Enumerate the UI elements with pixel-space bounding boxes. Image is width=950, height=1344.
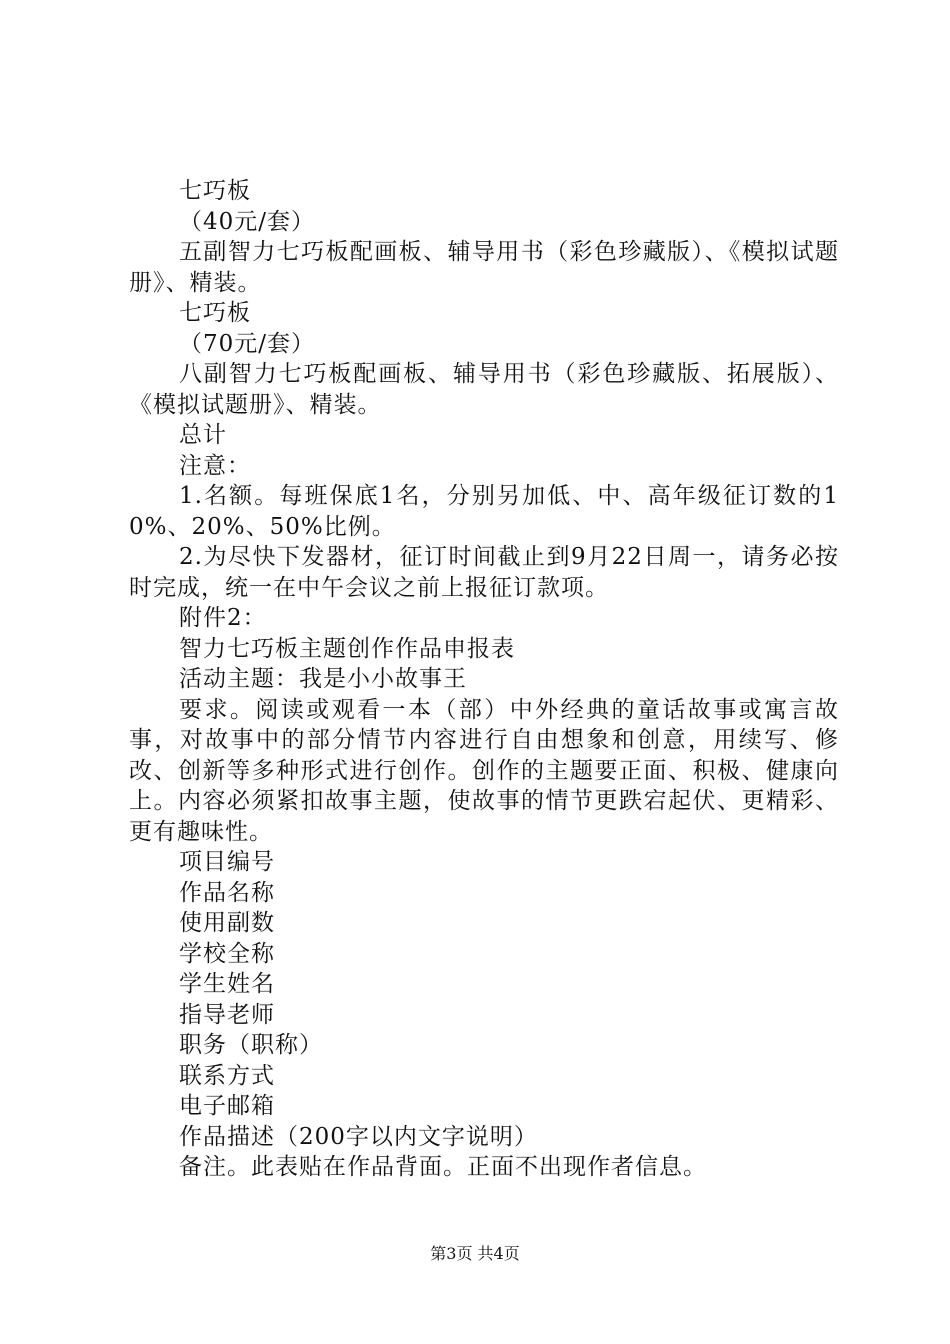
paragraph: 附件2： [179,605,267,631]
form-field-label: 作品描述（200字以内文字说明） [179,1123,538,1150]
form-field-label: 使用副数 [179,910,275,936]
paragraph: 注意： [179,452,251,479]
paragraph: 备注。此表贴在作品背面。正面不出现作者信息。 [179,1154,707,1180]
form-field-label: 职务（职称） [179,1032,323,1058]
document-body [129,176,839,1183]
form-field-label: 指导老师 [179,1001,275,1028]
paragraph: 智力七巧板主题创作作品申报表 [179,635,515,662]
paragraph: （70元/套） [179,330,316,357]
paragraph: 1.名额。每班保底1名，分别另加低、中、高年级征订数的10%、20%、50%比例。 [129,483,839,540]
paragraph: 七巧板 [179,178,251,204]
form-field-label: 学生姓名 [179,971,275,997]
paragraph: （40元/套） [179,208,316,235]
paragraph: 2.为尽快下发器材，征订时间截止到9月22日周一，请务必按时完成，统一在中午会议之前上报征订款项。 [129,544,839,601]
paragraph: 五副智力七巧板配画板、辅导用书（彩色珍藏版）、《模拟试题册》、精装。 [129,239,839,296]
form-field-label: 作品名称 [179,879,275,906]
page-number: 第3页 共4页 [430,1244,520,1263]
paragraph: 八副智力七巧板配画板、辅导用书（彩色珍藏版、拓展版）、《模拟试题册》、精装。 [129,361,839,418]
form-field-label: 项目编号 [179,849,275,875]
paragraph: 总计 [179,422,227,448]
paragraph: 活动主题：我是小小故事王 [179,666,467,692]
form-field-label: 联系方式 [179,1062,275,1089]
form-field-label: 电子邮箱 [179,1093,275,1119]
paragraph: 七巧板 [179,300,251,326]
paragraph: 要求。阅读或观看一本（部）中外经典的童话故事或寓言故事，对故事中的部分情节内容进行自由想象和创意，用续写、修改、创新等多种形式进行创作。创作的主题要正面、积极、健康向上。内容必须紧扣故事主题，使故事的情节更跌宕起伏、更精彩、更有趣味性。 [129,696,839,845]
form-field-label: 学校全称 [179,940,275,967]
page-footer [0,1244,950,1264]
